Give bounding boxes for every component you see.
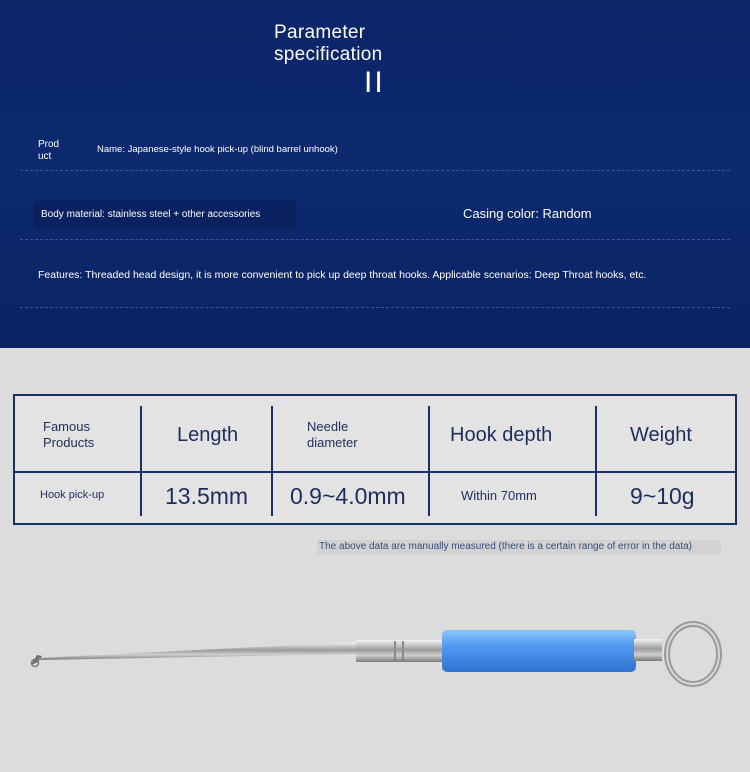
needle	[38, 642, 358, 660]
table-column-divider	[271, 406, 273, 516]
blue-sleeve	[442, 630, 636, 672]
table-header-cell: Weight	[630, 424, 692, 446]
table-column-divider	[140, 406, 142, 516]
section-title	[274, 22, 382, 66]
casing-color: Casing color: Random	[463, 206, 592, 221]
measurement-note: The above data are manually measured (there is a certain range of error in the data)	[317, 540, 721, 554]
features-text: Features: Threaded head design, it is more convenient to pick up deep throat hooks. Applicable scenarios: Deep Throat hooks, etc.	[38, 269, 647, 281]
title-line-1: Parameter	[274, 22, 366, 43]
end-cap	[634, 639, 662, 661]
parameter-panel	[0, 0, 750, 348]
divider	[20, 239, 730, 240]
table-value-cell: 0.9~4.0mm	[290, 483, 406, 509]
table-header-cell: Needle diameter	[307, 419, 358, 450]
table-header-cell: Famous Products	[43, 419, 95, 450]
product-label: Prod uct	[38, 139, 60, 162]
hook-pick-up-image	[0, 590, 750, 772]
table-column-divider	[428, 406, 430, 516]
table-value-cell: 13.5mm	[165, 483, 249, 509]
body-material: Body material: stainless steel + other accessories	[41, 209, 261, 220]
spec-table	[13, 394, 737, 525]
table-header-cell: Hook depth	[450, 424, 553, 446]
table-row-divider	[15, 471, 735, 473]
table-value-cell: 9~10g	[630, 483, 695, 509]
shaft	[356, 640, 446, 662]
section-numeral: II	[364, 66, 385, 99]
table-value-cell: Within 70mm	[461, 488, 537, 503]
table-header-cell: Length	[177, 424, 239, 446]
title-line-2: specification	[274, 44, 383, 65]
product-name: Name: Japanese-style hook pick-up (blind barrel unhook)	[97, 144, 338, 155]
table-column-divider	[595, 406, 597, 516]
divider	[20, 170, 730, 171]
divider	[20, 307, 730, 308]
table-value-cell: Hook pick-up	[40, 489, 105, 501]
